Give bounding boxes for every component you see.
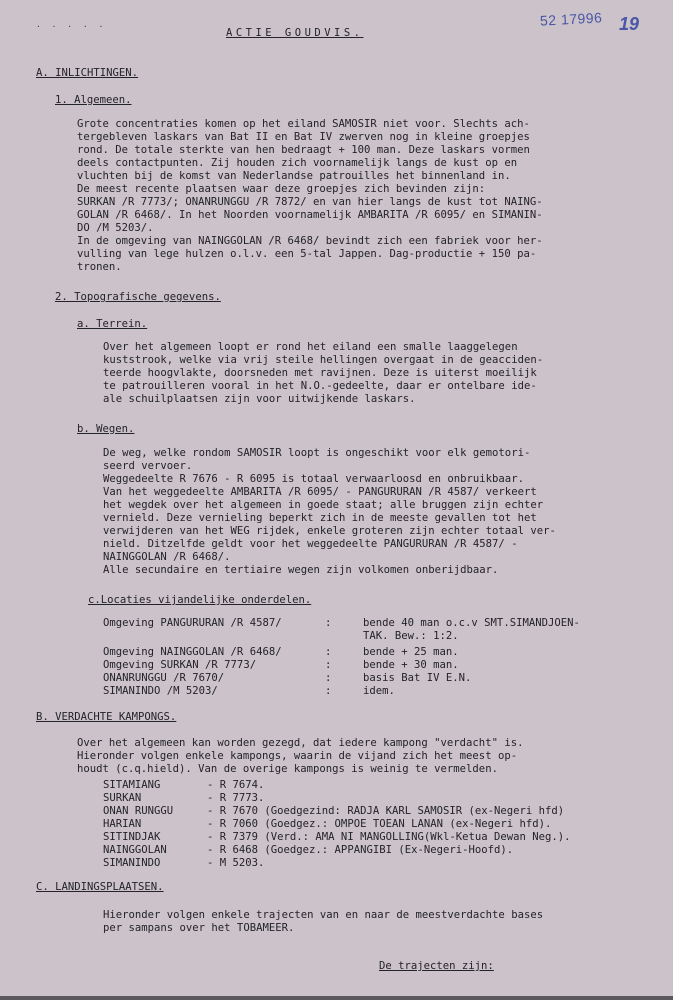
location-info: idem. — [363, 685, 395, 697]
kampong-row — [103, 857, 663, 870]
kampong-reference: - R 7379 (Verd.: AMA NI MANGOLLING(Wkl-Ketua Dewan Neg.). — [207, 831, 571, 843]
kampong-name: ONAN RUNGGU — [103, 805, 174, 817]
kampong-row — [103, 818, 663, 831]
text-line: vulling van lege hulzen o.l.v. een 5-tal Jappen. Dag-productie + 150 pa- — [77, 248, 537, 260]
page-bottom-edge — [0, 996, 673, 1000]
text-line: kuststrook, welke via vrij steile hellingen overgaat in de geacciden- — [103, 354, 544, 366]
text-line: Hieronder volgen enkele kampongs, waarin de vijand zich het meest op- — [77, 750, 518, 762]
kampong-name: HARIAN — [103, 818, 142, 830]
text-line: Over het algemeen loopt er rond het eiland een smalle laaggelegen — [103, 341, 518, 353]
text-line: DO /M 5203/. — [77, 222, 154, 234]
wegen-heading: b. Wegen. — [77, 423, 135, 435]
text-line: Alle secundaire en tertiaire wegen zijn volkomen onberijdbaar. — [103, 564, 499, 576]
kampong-row — [103, 779, 663, 792]
section-b-body — [77, 737, 523, 776]
kampong-reference: - R 7670 (Goedgezind: RADJA KARL SAMOSIR (ex-Negeri hfd) — [207, 805, 565, 817]
kampong-reference: - R 7674. — [207, 779, 265, 791]
text-line: In de omgeving van NAINGGOLAN /R 6468/ bevindt zich een fabriek voor her- — [77, 235, 543, 247]
wegen-body — [103, 447, 556, 577]
location-row — [103, 630, 663, 643]
text-line: GOLAN /R 6468/. In het Noorden voornamelijk AMBARITA /R 6095/ en SIMANIN- — [77, 209, 543, 221]
text-line: te patrouilleren vooral in het N.O.-gedeelte, daar er ontelbare ide- — [103, 380, 537, 392]
terrein-heading: a. Terrein. — [77, 318, 148, 330]
text-line: vluchten bij de komst van Nederlandse patrouilles het binnenland in. — [77, 170, 511, 182]
location-separator: : — [325, 646, 332, 658]
text-line: houdt (c.q.hield). Van de overige kampongs is weinig te vermelden. — [77, 763, 498, 775]
location-row — [103, 685, 663, 698]
kampong-row — [103, 805, 663, 818]
text-line: Van het weggedeelte AMBARITA /R 6095/ - PANGURURAN /R 4587/ verkeert — [103, 486, 537, 498]
text-line: deels contactpunten. Zij houden zich voornamelijk langs de kust op en — [77, 157, 518, 169]
kampong-reference: - R 7773. — [207, 792, 265, 804]
text-line: Over het algemeen kan worden gezegd, dat iedere kampong "verdacht" is. — [77, 737, 524, 749]
text-line: rond. De totale sterkte van hen bedraagt + 100 man. Deze laskars vormen — [77, 144, 530, 156]
location-separator: : — [325, 685, 332, 697]
section-a1-heading: 1. Algemeen. — [55, 94, 132, 106]
text-line: De weg, welke rondom SAMOSIR loopt is ongeschikt voor elk gemotori- — [103, 447, 531, 459]
location-info: bende + 30 man. — [363, 659, 459, 671]
text-line: het wegdek over het algemeen in goede staat; alle bruggen zijn echter — [103, 499, 544, 511]
header-marks: · · · · · — [36, 22, 107, 31]
kampong-name: SIMANINDO — [103, 857, 161, 869]
section-a1-body — [77, 118, 543, 274]
text-line: NAINGGOLAN /R 6468/. — [103, 551, 231, 563]
text-line: per sampans over het TOBAMEER. — [103, 922, 295, 934]
location-place: SIMANINDO /M 5203/ — [103, 685, 218, 697]
location-info: TAK. Bew.: 1:2. — [363, 630, 459, 642]
text-line: seerd vervoer. — [103, 460, 193, 472]
section-b-heading: B. VERDACHTE KAMPONGS. — [36, 711, 177, 723]
location-place: Omgeving SURKAN /R 7773/ — [103, 659, 257, 671]
text-line: teerde hoogvlakte, doorsneden met ravijnen. Deze is uiterst moeilijk — [103, 367, 537, 379]
kampong-reference: - R 6468 (Goedgez.: APPANGIBI (Ex-Negeri-Hoofd). — [207, 844, 514, 856]
text-line: ale schuilplaatsen zijn voor uitwijkende laskars. — [103, 393, 416, 405]
location-row — [103, 672, 663, 685]
trajecten-caption: De trajecten zijn: — [379, 960, 494, 972]
text-line: nield. Ditzelfde geldt voor het weggedeelte PANGURURAN /R 4587/ - — [103, 538, 518, 550]
location-info: bende 40 man o.c.v SMT.SIMANDJOEN- — [363, 617, 580, 629]
text-line: Grote concentraties komen op het eiland SAMOSIR niet voor. Slechts ach- — [77, 118, 530, 130]
text-line: Hieronder volgen enkele trajecten van en naar de meestverdachte bases — [103, 909, 544, 921]
folio-number: 19 — [619, 14, 640, 34]
location-separator: : — [325, 617, 332, 629]
text-line: tergebleven laskars van Bat II en Bat IV zwerven nog in kleine groepjes — [77, 131, 530, 143]
text-line: De meest recente plaatsen waar deze groepjes zich bevinden zijn: — [77, 183, 486, 195]
text-line: vernield. Deze vernieling beperkt zich in de meeste gevallen tot het — [103, 512, 537, 524]
kampong-row — [103, 831, 663, 844]
text-line: SURKAN /R 7773/; ONANRUNGGU /R 7872/ en van hier langs de kust tot NAING- — [77, 196, 543, 208]
location-separator: : — [325, 672, 332, 684]
section-c-heading: C. LANDINGSPLAATSEN. — [36, 881, 164, 893]
location-place: Omgeving NAINGGOLAN /R 6468/ — [103, 646, 282, 658]
kampong-row — [103, 792, 663, 805]
kampong-name: SURKAN — [103, 792, 142, 804]
archive-reference-stamp: 52 17996 — [539, 9, 603, 29]
section-a-heading: A. INLICHTINGEN. — [36, 67, 139, 79]
text-line: verwijderen van het WEG rijdek, enkele groteren zijn echter totaal ver- — [103, 525, 556, 537]
location-separator: : — [325, 659, 332, 671]
kampong-list — [103, 779, 663, 870]
location-info: bende + 25 man. — [363, 646, 459, 658]
kampong-name: SITINDJAK — [103, 831, 161, 843]
section-a2-heading: 2. Topografische gegevens. — [55, 291, 221, 303]
text-line: tronen. — [77, 261, 122, 273]
section-c-body — [103, 909, 543, 935]
kampong-row — [103, 844, 663, 857]
location-info: basis Bat IV E.N. — [363, 672, 472, 684]
location-row — [103, 646, 663, 659]
location-row — [103, 617, 663, 630]
locaties-heading: c.Locaties vijandelijke onderdelen. — [88, 594, 312, 606]
location-row — [103, 659, 663, 672]
kampong-name: NAINGGOLAN — [103, 844, 167, 856]
terrein-body — [103, 341, 543, 406]
location-place: Omgeving PANGURURAN /R 4587/ — [103, 617, 282, 629]
kampong-reference: - M 5203. — [207, 857, 265, 869]
kampong-name: SITAMIANG — [103, 779, 161, 791]
text-line: Weggedeelte R 7676 - R 6095 is totaal verwaarloosd en onbruikbaar. — [103, 473, 524, 485]
location-place: ONANRUNGGU /R 7670/ — [103, 672, 225, 684]
document-title: ACTIE GOUDVIS. — [226, 27, 364, 39]
kampong-reference: - R 7060 (Goedgez.: OMPOE TOEAN LANAN (ex-Negeri hfd). — [207, 818, 552, 830]
locaties-table — [103, 617, 663, 698]
